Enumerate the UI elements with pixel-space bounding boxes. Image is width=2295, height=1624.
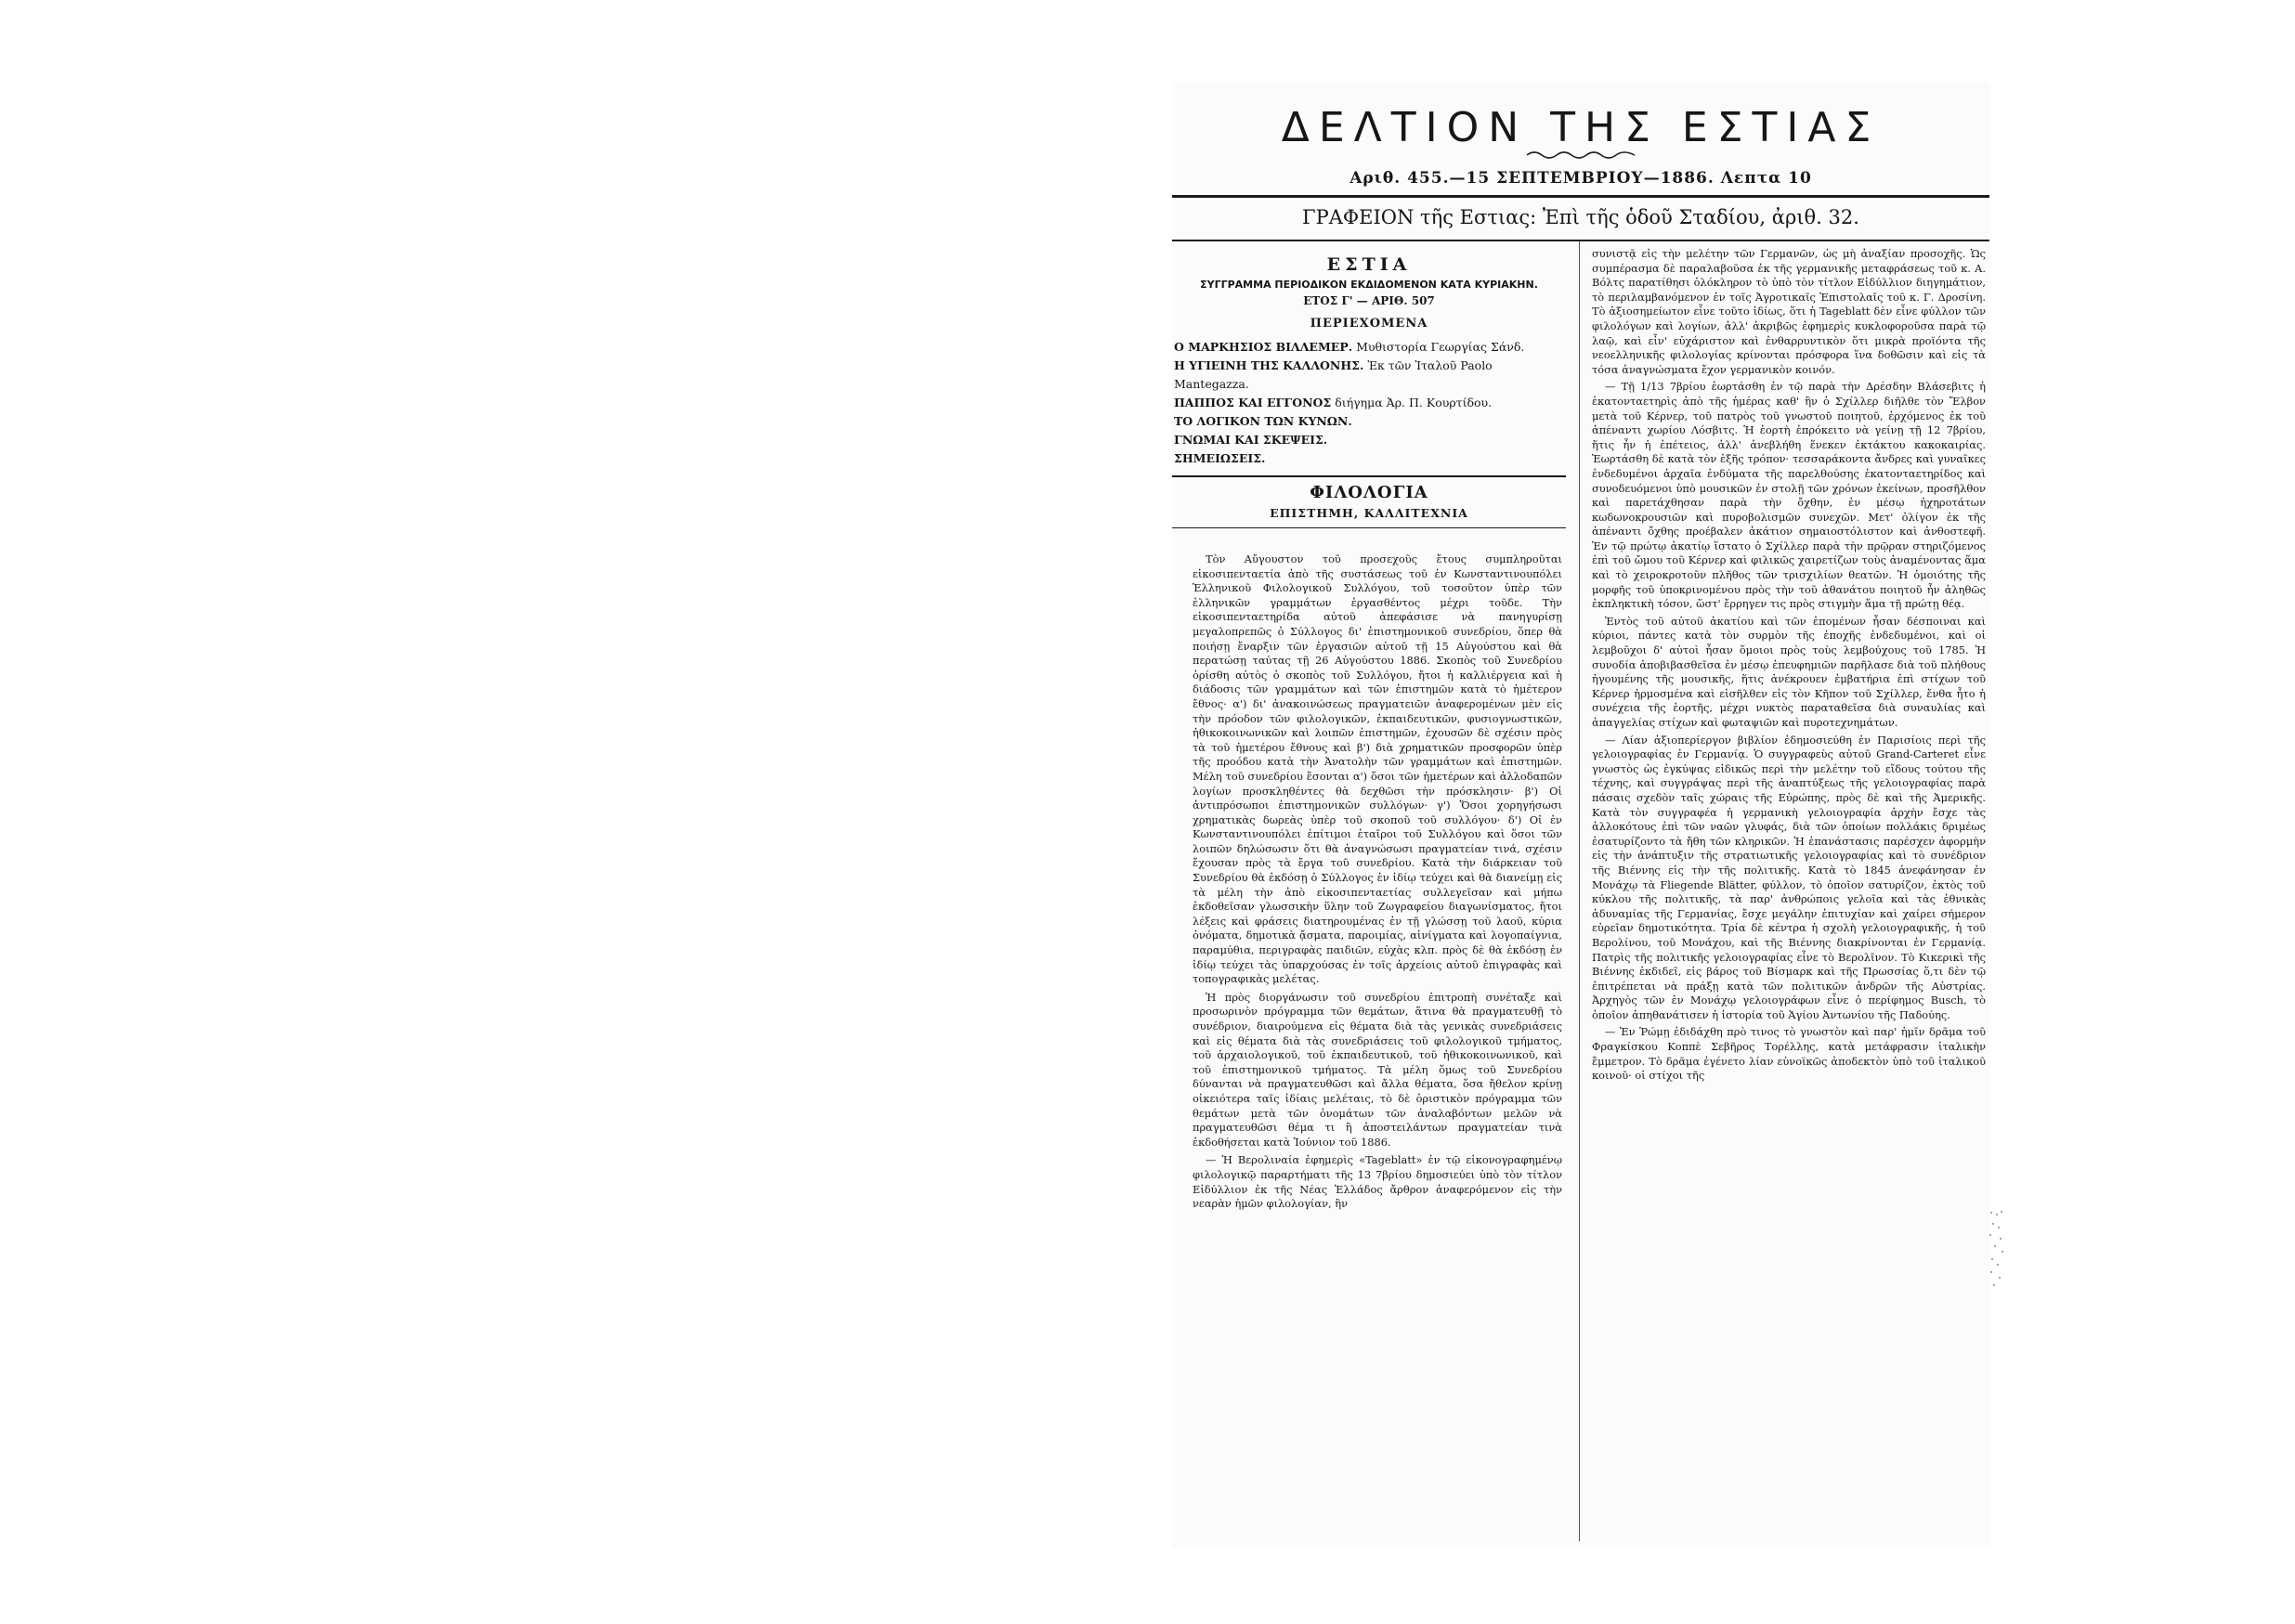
masthead-ornament bbox=[1525, 149, 1636, 162]
newspaper-page bbox=[1172, 82, 1989, 1547]
contents-item: ΤΟ ΛΟΓΙΚΟΝ ΤΩΝ ΚΥΝΩΝ. bbox=[1174, 414, 1352, 428]
article-paragraph: Τὸν Αὔγουστον τοῦ προσεχοῦς ἔτους συμπληροῦται εἰκοσιπενταετία ἀπὸ τῆς συστάσεως τοῦ ἐν Κωνσταντινουπόλει Ἑλληνικοῦ Φιλολογικοῦ Συλλόγου, τοῦ τοσοῦτον ὑπὲρ τῶν ἑλληνικῶν γραμμάτων ἐργασθέντος μέχρι τοῦδε. Τὴν εἰκοσιπενταετηρίδα αὐτοῦ ἀπεφάσισε νὰ πανηγυρίσῃ μεγαλοπρεπῶς ὁ Σύλλογος δι' ἐπιστημονικοῦ συνεδρίου, ὅπερ θὰ ποιήσῃ ἔναρξιν τῶν ἐργασιῶν αὐτοῦ τῇ 15 Αὐγούστου καὶ θὰ περατώσῃ ταύτας τῇ 26 Αὐγούστου 1886. Σκοπὸς τοῦ Συνεδρίου ὁρίσθη αὐτὸς ὁ σκοπὸς τοῦ Συλλόγου, ἤτοι ἡ καλλιέργεια καὶ ἡ διάδοσις τῶν γραμμάτων καὶ τῶν ἐπιστημῶν κατὰ τὸ ἡμέτερον ἔθνος· α') δι' ἀνακοινώσεως πραγματειῶν ἀναφερομένων μὲν εἰς τὴν πρόοδον τῶν φιλολογικῶν, ἐκπαιδευτικῶν, φυσιογνωστικῶν, ἠθικοκοινωνικῶν καὶ λοιπῶν ἐπιστημῶν, ἐχουσῶν δὲ σχέσιν πρὸς τὰ τοῦ ἡμετέρου ἔθνους καὶ β') διὰ χρηματικῶν προσφορῶν ὑπὲρ τῆς προόδου κατὰ τὴν Ἀνατολὴν τῶν γραμμάτων καὶ ἐπιστημῶν. Μέλη τοῦ συνεδρίου ἔσονται α') ὅσοι τῶν ἡμετέρων καὶ ἀλλοδαπῶν λογίων προσκληθέντες θὰ δεχθῶσι τὴν πρόσκλησιν· β') Οἱ ἀντιπρόσωποι ἐπιστημονικῶν συλλόγων· γ') Ὅσοι χορηγήσωσι χρηματικὰς δωρεὰς ὑπὲρ τοῦ σκοποῦ τοῦ συλλόγου· δ') Οἱ ἐν Κωνσταντινουπόλει ἐπίτιμοι ἑταῖροι τοῦ Συλλόγου καὶ ὅσοι τῶν λοιπῶν δηλώσωσιν ὅτι θὰ ἀναγνώσωσι πραγματείαν τινά, σχέσιν ἔχουσαν πρὸς τὰ ἔργα τοῦ συνεδρίου. Κατὰ τὴν διάρκειαν τοῦ Συνεδρίου θὰ ἐκδόσῃ ὁ Σύλλογος ἐν ἰδίῳ τεύχει καὶ θὰ διανείμῃ εἰς τὰ μέλη τὴν ἀπὸ εἰκοσιπενταετίας συλλεγεῖσαν καὶ μήπω ἐκδοθεῖσαν γλωσσικὴν ὕλην τοῦ Ζωγραφείου διαγωνίσματος, ἤτοι λέξεις καὶ φράσεις διατηρουμένας ἐν τῇ γλώσσῃ τοῦ λαοῦ, κύρια ὀνόματα, δημοτικὰ ᾄσματα, παροιμίας, αἰνίγματα καὶ λογοπαίγνια, παραμύθια, περιγραφὰς παιδιῶν, εὐχὰς κλπ. πρὸς δὲ θὰ ἐκδόσῃ ἐν ἰδίῳ τεύχει τὰς ὑπαρχούσας ἐν τοῖς ἀρχείοις αὐτοῦ ἐπιγραφὰς καὶ τοπογραφικὰς μελέτας. bbox=[1193, 552, 1562, 986]
office-rule bbox=[1172, 240, 1989, 241]
section-title: ΦΙΛΟΛΟΓΙΑ bbox=[1310, 483, 1428, 502]
section-rule bbox=[1172, 475, 1566, 477]
contents-item: ΓΝΩΜΑΙ ΚΑΙ ΣΚΕΨΕΙΣ. bbox=[1174, 433, 1328, 447]
article-paragraph: συνιστᾷ εἰς τὴν μελέτην τῶν Γερμανῶν, ὡς μὴ ἀναξίαν προσοχῆς. Ὡς συμπέρασμα δὲ παραλαβοῦσα ἐκ τῆς γερμανικῆς μεταφράσεως τοῦ κ. Α. Βόλτς παρατίθησι ὁλόκληρον τὸ ὑπὸ τὸν τίτλον Εἰδύλλιον διηγημάτιον, τὸ περιλαμβανόμενον ἐν τοῖς Ἀγροτικαῖς Ἐπιστολαῖς τοῦ κ. Γ. Δροσίνη. Τὸ ἀξιοσημείωτον εἶνε τοῦτο ἰδίως, ὅτι ἡ Tageblatt δὲν εἶνε φύλλον τῶν φιλολόγων καὶ λογίων, ἀλλ' ἀκριβῶς ἐφημερὶς κυκλοφοροῦσα παρὰ τῷ λαῷ, καὶ εἶν' εὐχάριστον καὶ ἐνθαρρυντικὸν ὅτι μικρὰ προϊόντα τῆς νεοελληνικῆς φιλολογίας κρίνονται πρόσφορα ἵνα δοθῶσιν καὶ εἰς τὰ τόσα ἀναγνώσματα ἔχον γερμανικὸν κοινόν. bbox=[1592, 247, 1986, 376]
masthead-rule bbox=[1172, 195, 1989, 198]
right-article bbox=[1590, 247, 1988, 1084]
article-paragraph: Ἡ πρὸς διοργάνωσιν τοῦ συνεδρίου ἐπιτροπὴ συνέταξε καὶ προσωρινὸν πρόγραμμα τῶν θεμάτων, ἅτινα θὰ πραγματευθῇ τὸ συνέδριον, διαιρούμενα εἰς θέματα διὰ τὰς γενικὰς συνεδριάσεις καὶ εἰς θέματα διὰ τὰς συνεδριάσεις τοῦ φιλολογικοῦ τμήματος, τοῦ ἀρχαιολογικοῦ, τοῦ ἐκπαιδευτικοῦ, τοῦ ἠθικοκοινωνικοῦ, καὶ τοῦ ἐπιστημονικοῦ τμήματος. Τὰ μέλη ὅμως τοῦ Συνεδρίου δύνανται νὰ πραγματευθῶσι καὶ ἄλλα θέματα, ὅσα ἤθελον κρίνῃ οἰκειότερα ταῖς ἰδίαις μελέταις, τὸ δὲ ὁριστικὸν πρόγραμμα τῶν θεμάτων μετὰ τῶν ὀνομάτων τῶν ἀναλαβόντων μελῶν νὰ πραγματευθῶσι θέμα τι ἢ ἀποστειλάντων πραγματείαν τινὰ ἐκδοθήσεται κατὰ Ἰούνιον τοῦ 1886. bbox=[1193, 990, 1562, 1149]
left-article bbox=[1172, 552, 1566, 1212]
office-line: ΓΡΑΦΕΙΟΝ τῆς Εστιας: Ἐπὶ τῆς ὁδοῦ Σταδίου, ἀριθ. 32. bbox=[1302, 206, 1859, 228]
article-paragraph: Ἐντὸς τοῦ αὐτοῦ ἀκατίου καὶ τῶν ἑπομένων ἦσαν δέσποιναι καὶ κύριοι, πάντες κατὰ τὸν συρμὸν τῆς ἐποχῆς ἐνδεδυμένοι, καὶ οἱ λεμβοῦχοι δ' αὐτοὶ ἦσαν ὅμοιοι πρὸς τοὺς λεμβούχους τοῦ 1785. Ἡ συνοδία ἀποβιβασθεῖσα ἐν μέσῳ ἐπευφημιῶν παρῆλασε διὰ τοῦ πλήθους ἡγουμένης τῆς μουσικῆς, ἥτις ἀνέκρουεν ἐμβατήρια ἐπὶ στίχων τοῦ Κέρνερ ἡρμοσμένα καὶ εἰσῆλθεν εἰς τὸν Κῆπον τοῦ Σχίλλερ, ἔνθα ἦτο ἡ συνέχεια τῆς ἑορτῆς, μέχρι νυκτὸς παραταθεῖσα διὰ συναυλίας καὶ ἀπαγγελίας στίχων καὶ φωταψιῶν καὶ πυροτεχνημάτων. bbox=[1592, 614, 1986, 729]
contents-heading: ΠΕΡΙΕΧΟΜΕΝΑ bbox=[1310, 317, 1428, 331]
right-column bbox=[1590, 245, 1988, 1084]
contents-item: Η ΥΓΙΕΙΝΗ ΤΗΣ ΚΑΛΛΟΝΗΣ. Ἐκ τῶν Ἰταλοῦ Paolo Mantegazza. bbox=[1174, 358, 1493, 391]
issue-line: Αριθ. 455.—15 ΣΕΠΤΕΜΒΡΙΟΥ—1886. Λεπτα 10 bbox=[1350, 169, 1812, 188]
section-subtitle: ΕΠΙΣΤΗΜΗ, ΚΑΛΛΙΤΕΧΝΙΑ bbox=[1270, 506, 1468, 520]
masthead-title: ΔΕΛΤΙΟΝ ΤΗΣ ΕΣΤΙΑΣ bbox=[1281, 104, 1881, 151]
contents-item: ΣΗΜΕΙΩΣΕΙΣ. bbox=[1174, 451, 1266, 465]
article-paragraph: — Λίαν ἀξιοπερίεργον βιβλίον ἐδημοσιεύθη ἐν Παρισίοις περὶ τῆς γελοιογραφίας ἐν Γερμανίᾳ. Ὁ συγγραφεὺς αὐτοῦ Grand-Carteret εἶνε γνωστὸς ὡς ἐγκύψας εἰδικῶς περὶ τὴν μελέτην τοῦ εἴδους τούτου τῆς τέχνης, καὶ συγγράψας περὶ τῆς ἀναπτύξεως τῆς γελοιογραφίας παρὰ πάσαις σχεδὸν ταῖς χώραις τῆς Εὐρώπης, πρὸς δὲ καὶ τῆς Ἀμερικῆς. Κατὰ τὸν συγγραφέα ἡ γερμανικὴ γελοιογραφία ἀρχὴν ἔσχε τὰς ἀλλοκότους ἐπὶ τῶν ναῶν γλυφάς, διὰ τῶν ὁποίων πολλάκις δριμέως ἐσατυρίζοντο τὰ ἤθη τῶν κληρικῶν. Ἡ ἐπανάστασις παρέσχεν ἀφορμὴν εἰς τὴν ἀνάπτυξιν τῆς στρατιωτικῆς γελοιογραφίας καὶ τὸ συνέδριον τῆς Βιέννης εἰς τὴν τῆς πολιτικῆς. Κατὰ τὸ 1845 ἀνεφάνησαν ἐν Μονάχῳ τὰ Fliegende Blätter, φύλλον, τὸ ὁποῖον σατυρίζον, ἐκτὸς τοῦ κύκλου τῆς πολιτικῆς, τὰ παρ' ἀνθρώποις γελοῖα καὶ τὰς ἐθνικὰς ἀδυναμίας τῆς Γερμανίας, ἔσχε μεγάλην ἐπιτυχίαν καὶ χαίρει σήμερον εὐρεῖαν δημοτικότητα. Τρία δὲ κέντρα ἡ σχολὴ γελοιογραφικῆς, ἡ τοῦ Βερολίνου, τοῦ Μονάχου, καὶ τῆς Βιέννης διακρίνονται ἐν Γερμανίᾳ. Πατρὶς τῆς πολιτικῆς γελοιογραφίας εἶνε τὸ Βερολῖνον. Τὸ Κικερικὶ τῆς Βιέννης ἐκδιδεῖ, εἰς βάρος τοῦ Βίσμαρκ καὶ τῆς Πρωσσίας ὅ,τι δὲν τῷ ἐπιτρέπεται νὰ πράξῃ κατὰ τῶν πολιτικῶν ἀνδρῶν τῆς Αὐστρίας. Ἀρχηγὸς τῶν ἐν Μονάχῳ γελοιογράφων εἶνε ὁ περίφημος Busch, τὸ ὁποῖον ἀπηθανάτισεν ἡ ἱστορία τοῦ Ἁγίου Ἀντωνίου τῆς Παδούης. bbox=[1592, 733, 1986, 1021]
margin-scribble bbox=[1988, 1207, 2006, 1291]
estia-subtitle: ΣΥΓΓΡΑΜΜΑ ΠΕΡΙΟΔΙΚΟΝ ΕΚΔΙΔΟΜΕΝΟΝ ΚΑΤΑ ΚΥΡΙΑΚΗΝ. bbox=[1200, 279, 1538, 291]
section-subrule bbox=[1172, 527, 1566, 528]
article-paragraph: — Ἡ Βερολιναία ἐφημερὶς «Tageblatt» ἐν τῷ εἰκονογραφημένῳ φιλολογικῷ παραρτήματι τῆς 13 7βρίου δημοσιεύει ὑπὸ τὸν τίτλον Εἰδύλλιον ἐκ τῆς Νέας Ἑλλάδος ἄρθρον ἀναφερόμενον εἰς τὴν νεαρὰν ἡμῶν φιλολογίαν, ἣν bbox=[1193, 1153, 1562, 1211]
left-column bbox=[1172, 245, 1566, 1212]
column-divider bbox=[1579, 241, 1580, 1541]
estia-title: ΕΣΤΙΑ bbox=[1326, 254, 1412, 275]
contents-list bbox=[1172, 338, 1566, 468]
contents-item: ΠΑΠΠΟΣ ΚΑΙ ΕΓΓΟΝΟΣ διήγημα Ἀρ. Π. Κουρτίδου. bbox=[1174, 396, 1493, 409]
contents-item: Ο ΜΑΡΚΗΣΙΟΣ ΒΙΛΛΕΜΕΡ. Μυθιστορία Γεωργίας Σάνδ. bbox=[1174, 340, 1525, 354]
article-paragraph: — Ἐν Ῥώμῃ ἐδιδάχθη πρὸ τινος τὸ γνωστὸν καὶ παρ' ἡμῖν δρᾶμα τοῦ Φραγκίσκου Κοππὲ Σεβῆρος Τορέλλης, κατὰ μετάφρασιν ἰταλικὴν ἔμμετρον. Τὸ δρᾶμα ἐγένετο λίαν εὐνοϊκῶς ἀποδεκτὸν ὑπὸ τοῦ ἰταλικοῦ κοινοῦ· οἱ στίχοι τῆς bbox=[1592, 1025, 1986, 1083]
article-paragraph: — Τῇ 1/13 7βρίου ἑωρτάσθη ἐν τῷ παρὰ τὴν Δρέσδην Βλάσεβιτς ἡ ἑκατονταετηρὶς ἀπὸ τῆς ἡμέρας καθ' ἣν ὁ Σχίλλερ διῆλθε τὸν Ἔλβον μετὰ τοῦ Κέρνερ, τοῦ πατρὸς τοῦ γνωστοῦ ποιητοῦ, ἐρχόμενος ἐκ τοῦ ἀπέναντι χωρίου Λόσβιτς. Ἡ ἑορτὴ ἐπρόκειτο νὰ γείνῃ τῇ 12 7βρίου, ἥτις ἦν ἡ ἐπέτειος, ἀλλ' ἀνεβλήθη ἕνεκεν ἐκτάκτου κακοκαιρίας. Ἑωρτάσθη δὲ κατὰ τὸν ἑξῆς τρόπον· τεσσαράκοντα ἄνδρες καὶ γυναῖκες ἐνδεδυμένοι ἀρχαῖα ἐνδύματα τῆς παρελθούσης ἑκατονταετηρίδος καὶ συνοδευόμενοι ὑπὸ μουσικῶν ἐν στολῇ τῶν χρόνων ἐκείνων, προσῆλθον καὶ παρετάχθησαν παρὰ τὴν ὄχθην, ἐν μέσῳ ἠχηροτάτων κωδωνοκρουσιῶν καὶ πυροβολισμῶν συνεχῶν. Μετ' ὀλίγον ἐκ τῆς ἀπέναντι ὄχθης προέβαλεν ἀκάτιον σημαιοστόλιστον καὶ ἀνθοστεφῆ. Ἐν τῷ πρώτῳ ἀκατίῳ ἵστατο ὁ Σχίλλερ παρὰ τὴν πρῷραν στηριζόμενος ἐπὶ τοῦ ὤμου τοῦ Κέρνερ καὶ φιλικῶς χαιρετίζων τοὺς ἀναμένοντας ἅμα καὶ τὸ χειροκροτοῦν πλῆθος τῶν τρισχιλίων θεατῶν. Ἡ ὁμοιότης τῆς μορφῆς τοῦ ὑποκρινομένου πρὸς τὴν τοῦ ἀθανάτου ποιητοῦ ἦν ἀληθῶς ἐκπληκτικὴ τόσον, ὥστ' ἔρρηγεν τις πρὸς στιγμὴν ἅμα τῇ πρώτῃ θέᾳ. bbox=[1592, 380, 1986, 611]
estia-year-line: ΕΤΟΣ Γ' — ΑΡΙΘ. 507 bbox=[1303, 294, 1435, 307]
